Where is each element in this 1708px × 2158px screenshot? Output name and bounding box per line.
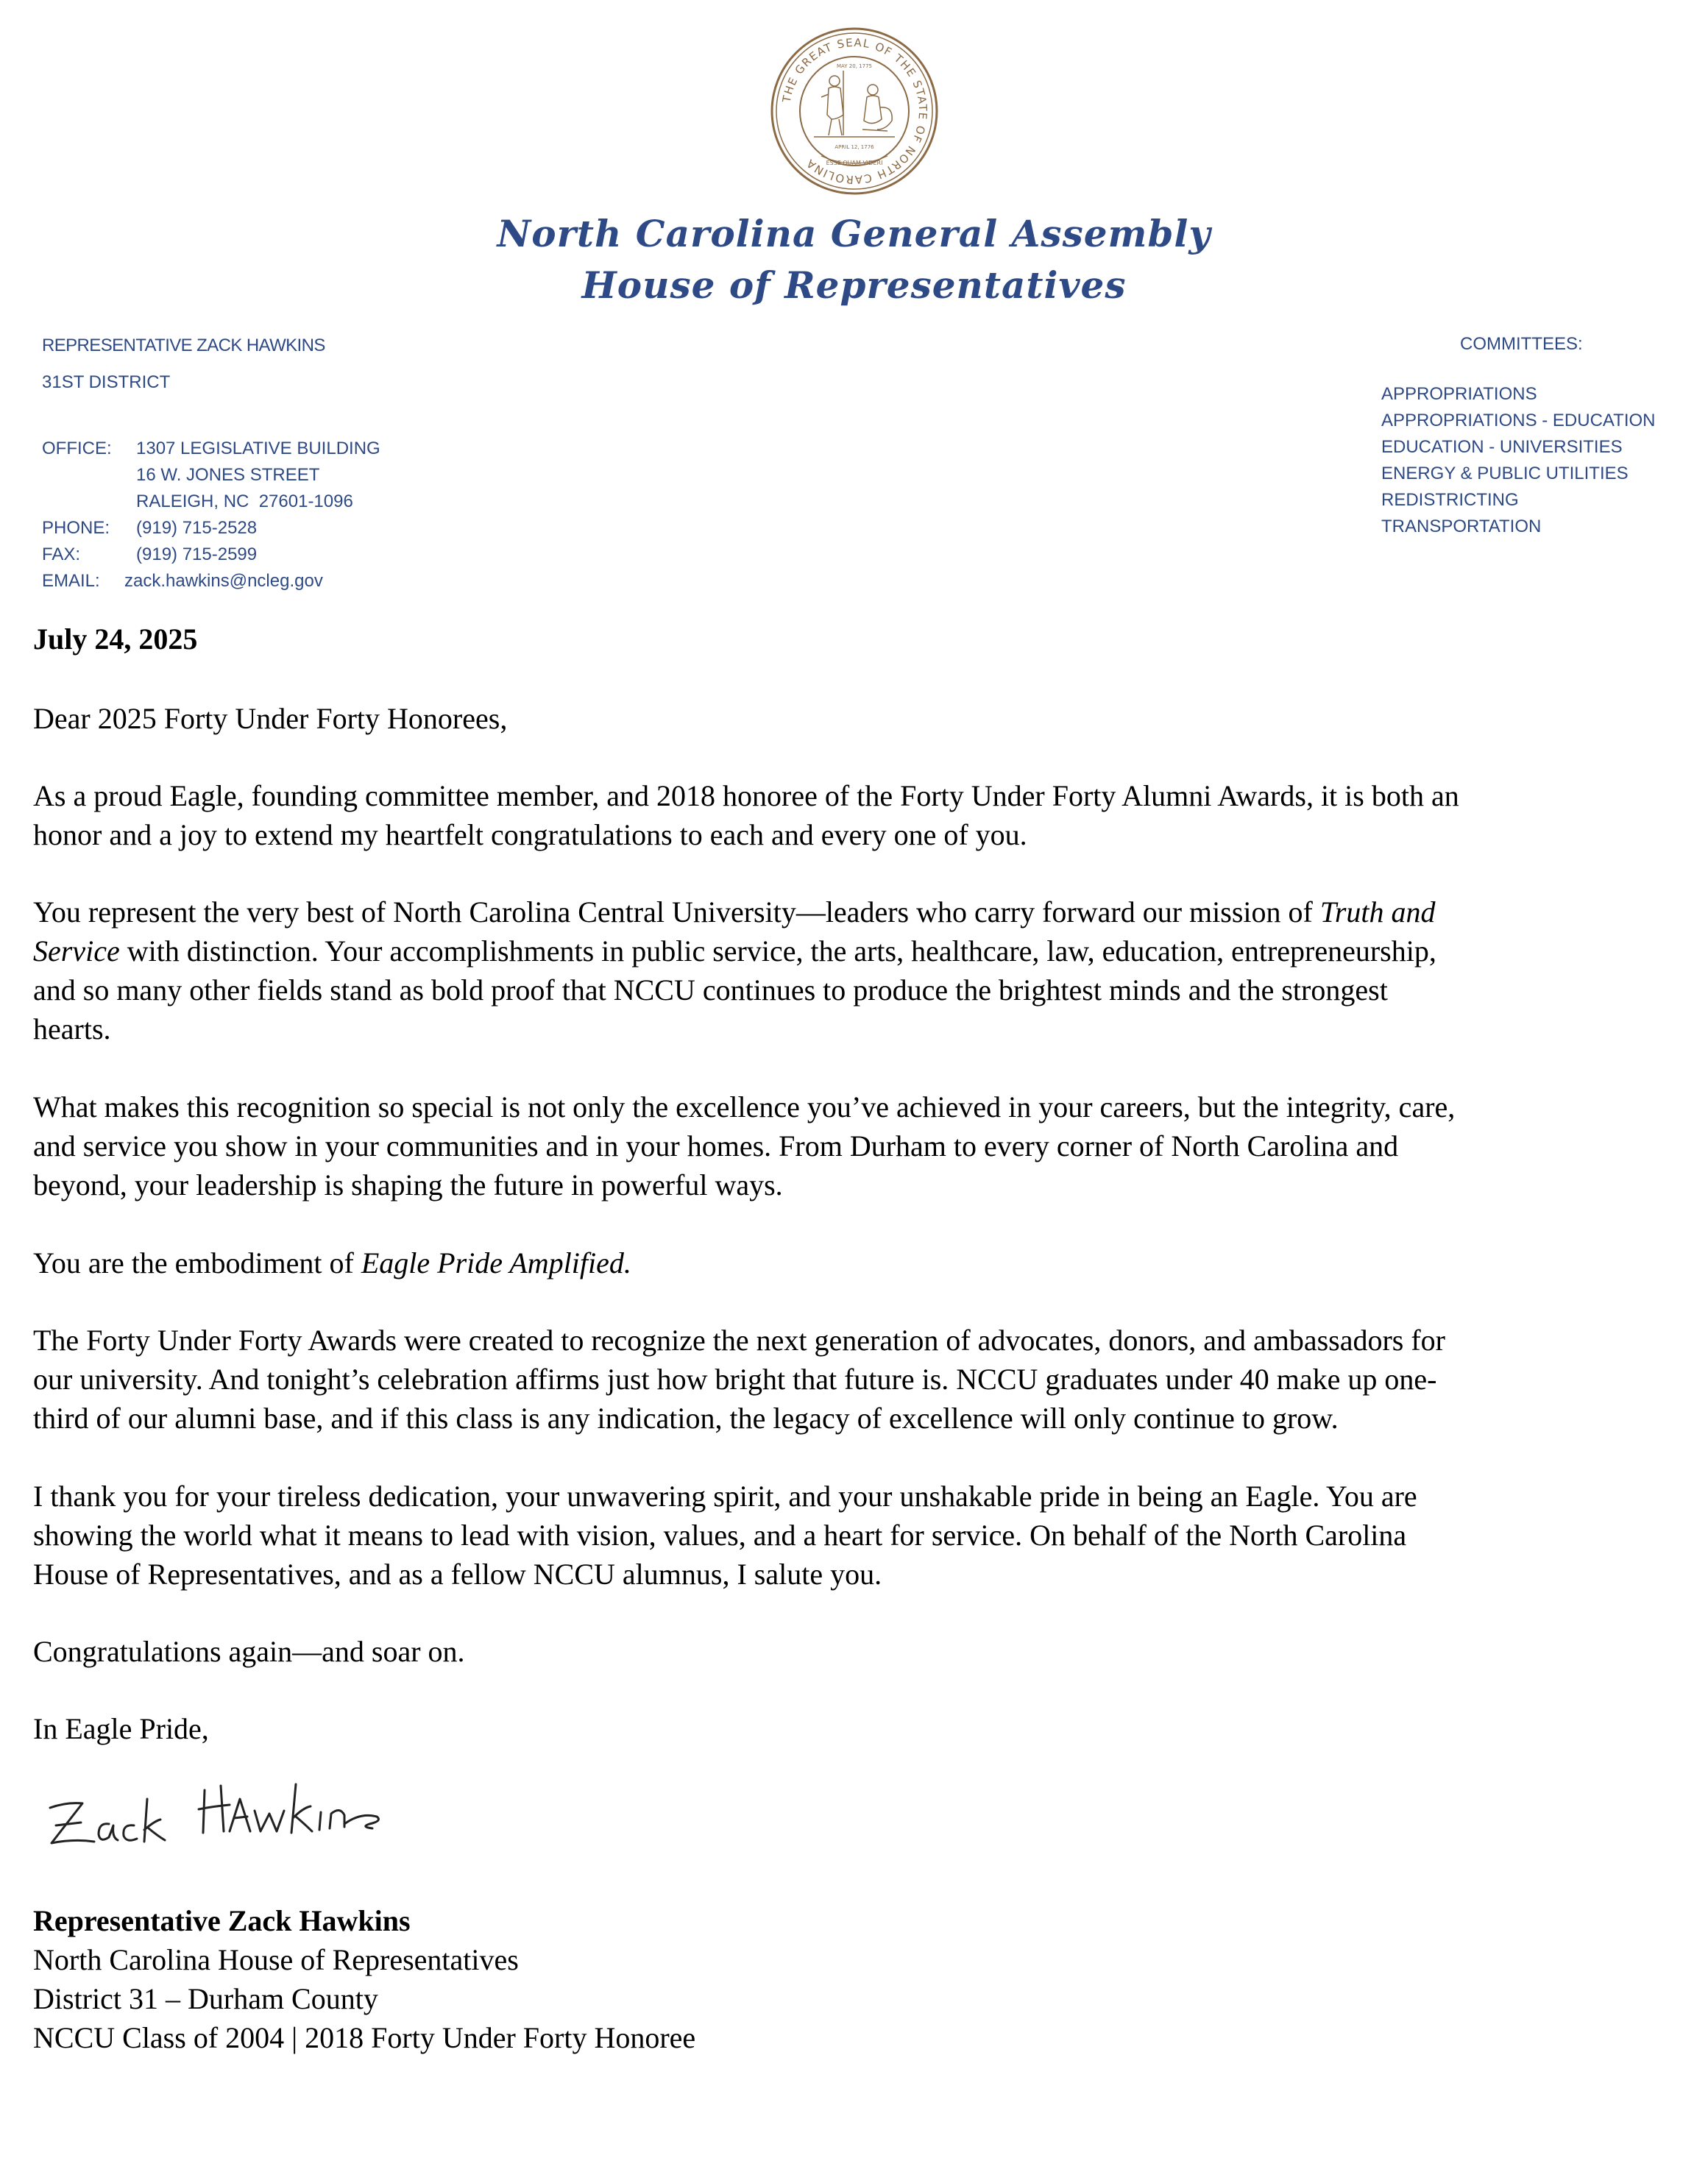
paragraph-5	[33, 1321, 1682, 1438]
email-row	[42, 568, 380, 594]
phone-number[interactable]: (919) 715-2528	[136, 518, 258, 538]
fax-number: (919) 715-2599	[136, 544, 258, 564]
office-row-3	[42, 489, 380, 515]
office-row-2	[42, 462, 380, 489]
contact-block	[42, 436, 380, 594]
italic-phrase: Eagle Pride Amplified.	[361, 1246, 631, 1279]
text-run: You represent the very best of North Carolina Central University—leaders who carry forward our mission of	[33, 895, 1320, 929]
paragraph-line: What makes this recognition so special is not only the excellence you’ve achieved in your careers, but the integrity, care,	[33, 1090, 1456, 1124]
paragraph-line: beyond, your leadership is shaping the future in powerful ways.	[33, 1168, 783, 1202]
committee-item: REDISTRICTING	[1381, 490, 1519, 510]
state-seal-icon	[770, 26, 939, 196]
signoff-district: District 31 – Durham County	[33, 1982, 378, 2015]
office-address-line1: 1307 LEGISLATIVE BUILDING	[136, 439, 380, 458]
office-address-line3: RALEIGH, NC 27601-1096	[136, 491, 353, 511]
fax-label: FAX:	[42, 544, 81, 564]
closing-line: Congratulations again—and soar on.	[33, 1635, 465, 1668]
italic-phrase: Service	[33, 934, 120, 968]
text-run: You are the embodiment of	[33, 1246, 361, 1279]
letterhead-title: North Carolina General Assembly	[497, 212, 1211, 255]
paragraph-2	[33, 892, 1682, 1048]
paragraph-line: As a proud Eagle, founding committee member, and 2018 honoree of the Forty Under Forty Alumni Awards, it is both an	[33, 779, 1459, 812]
paragraph-line: showing the world what it means to lead with vision, values, and a heart for service. On behalf of the North Carolina	[33, 1519, 1407, 1552]
paragraph-line	[33, 1243, 1682, 1282]
phone-row	[42, 515, 380, 542]
email-label: EMAIL:	[42, 571, 100, 591]
valediction: In Eagle Pride,	[33, 1712, 209, 1745]
handwritten-signature	[37, 1770, 405, 1858]
paragraph-1	[33, 776, 1682, 854]
representative-district: 31ST DISTRICT	[42, 372, 171, 392]
fax-row	[42, 542, 380, 568]
phone-label: PHONE:	[42, 518, 110, 538]
office-row	[42, 436, 380, 462]
committee-item: ENERGY & PUBLIC UTILITIES	[1381, 464, 1629, 483]
seal-ring-text: THE GREAT SEAL OF THE STATE OF NORTH CAROLINA	[779, 35, 930, 187]
paragraph-line: our university. And tonight’s celebration affirms just how bright that future is. NCCU graduates under 40 make up one-	[33, 1363, 1437, 1396]
office-label: OFFICE:	[42, 439, 112, 458]
committee-item: EDUCATION - UNIVERSITIES	[1381, 437, 1623, 457]
representative-name: REPRESENTATIVE ZACK HAWKINS	[42, 336, 325, 355]
letterhead-subtitle: House of Representatives	[581, 263, 1127, 307]
committees-heading: COMMITTEES:	[1460, 334, 1583, 354]
committee-item: TRANSPORTATION	[1381, 517, 1542, 536]
paragraph-line: and so many other fields stand as bold proof that NCCU continues to produce the brightest minds and the strongest	[33, 973, 1388, 1007]
paragraph-line: I thank you for your tireless dedication, your unwavering spirit, and your unshakable pride in being an Eagle. You are	[33, 1480, 1417, 1513]
paragraph-3	[33, 1087, 1682, 1204]
letter-date: July 24, 2025	[33, 622, 198, 656]
committee-item: APPROPRIATIONS	[1381, 384, 1537, 404]
paragraph-line: House of Representatives, and as a fellow NCCU alumnus, I salute you.	[33, 1558, 882, 1591]
signoff-class: NCCU Class of 2004 | 2018 Forty Under Forty Honoree	[33, 2021, 696, 2054]
signoff-name: Representative Zack Hawkins	[33, 1904, 411, 1937]
paragraph-line	[33, 931, 1682, 970]
representative-block	[42, 333, 325, 396]
signoff-title: North Carolina House of Representatives	[33, 1943, 519, 1976]
paragraph-line: hearts.	[33, 1012, 111, 1046]
paragraph-line: and service you show in your communities and in your homes. From Durham to every corner of North Carolina and	[33, 1129, 1399, 1163]
paragraph-4	[33, 1243, 1682, 1282]
text-run: with distinction. Your accomplishments in public service, the arts, healthcare, law, education, entrepreneurship,	[119, 934, 1436, 968]
signoff-block	[33, 1901, 695, 2057]
italic-phrase: Truth and	[1319, 895, 1436, 929]
email-address[interactable]: zack.hawkins@ncleg.gov	[124, 571, 323, 591]
paragraph-6	[33, 1477, 1682, 1594]
committee-item: APPROPRIATIONS - EDUCATION	[1381, 411, 1656, 430]
paragraph-line: honor and a joy to extend my heartfelt congratulations to each and every one of you.	[33, 818, 1027, 851]
paragraph-line	[33, 892, 1682, 931]
salutation: Dear 2025 Forty Under Forty Honorees,	[33, 702, 508, 735]
office-address-line2: 16 W. JONES STREET	[136, 465, 320, 485]
seal-top-date: MAY 20, 1775	[837, 63, 872, 69]
paragraph-line: The Forty Under Forty Awards were created to recognize the next generation of advocates, donors, and ambassadors for	[33, 1324, 1446, 1357]
seal-motto: ESSE QUAM VIDERI	[826, 160, 883, 166]
paragraph-line: third of our alumni base, and if this class is any indication, the legacy of excellence will only continue to grow.	[33, 1402, 1339, 1435]
committees-list	[1381, 381, 1655, 540]
seal-bottom-date: APRIL 12, 1776	[834, 144, 874, 150]
